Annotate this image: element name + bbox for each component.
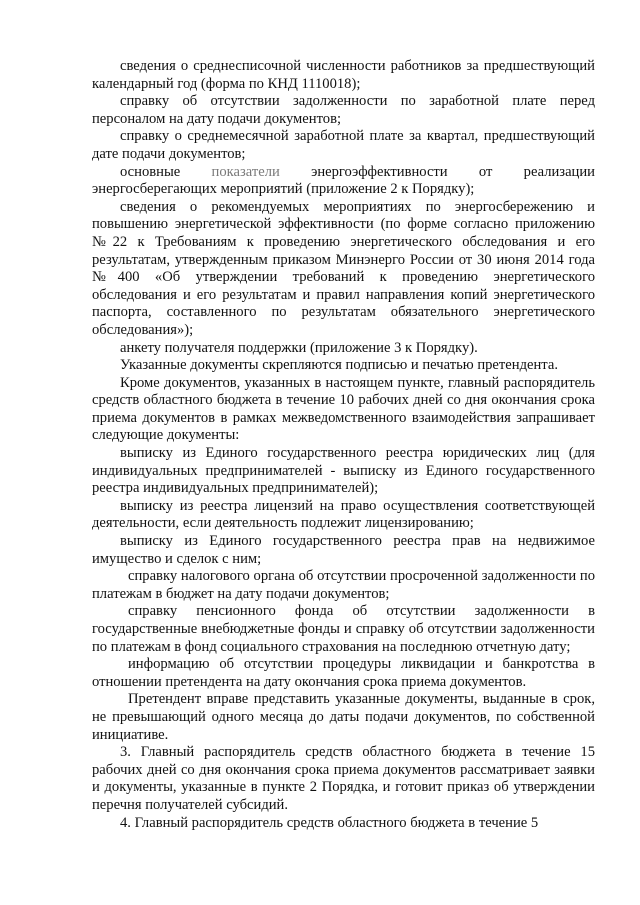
paragraph-recipient-questionnaire: анкету получателя поддержки (приложение 3 к Порядку). [120,339,478,356]
paragraph-wage-debt-certificate: справку об отсутствии задолженности по заработной плате перед персоналом на дату подачи документов; [92,93,595,127]
paragraph-legal-entities-register: выписку из Единого государственного реестра юридических лиц (для индивидуальных предпринимателей - выписку из Единого государственного реестра индивидуальных предпринимателей); [92,445,595,497]
paragraph-average-wage-certificate: справку о среднемесячной заработной плате за квартал, предшествующий дате подачи документов; [92,128,595,162]
paragraph-signature-seal: Указанные документы скрепляются подписью и печатью претендента. [120,357,558,374]
paragraph-clause-4: 4. Главный распорядитель средств областного бюджета в течение 5 [120,814,539,831]
paragraph-tax-certificate: справку налогового органа об отсутствии просроченной задолженности по платежам в бюджет на дату подачи документов; [92,568,595,602]
paragraph-own-initiative: Претендент вправе представить указанные документы, выданные в срок, не превышающий одного месяца до даты подачи документов, по собственной инициативе. [92,691,595,743]
paragraph-pension-fund-certificate: справку пенсионного фонда об отсутствии задолженности в государственные внебюджетные фонды и справку об отсутствии задолженности по платежам в фонд социального страхования на последнюю отчетную дату; [92,603,595,655]
faded-word: показатели [211,163,280,180]
paragraph-real-estate-register: выписку из Единого государственного реестра прав на недвижимое имущество и сделок с ним; [92,533,595,567]
paragraph-energy-indicators-start: основные [120,163,212,180]
paragraph-headcount-info: сведения о среднесписочной численности работников за предшествующий календарный год (форма по КНД 1110018); [92,58,595,92]
paragraph-liquidation-info: информацию об отсутствии процедуры ликвидации и банкротства в отношении претендента на дату окончания срока приема документов. [92,656,595,690]
paragraph-clause-3: 3. Главный распорядитель средств областного бюджета в течение 15 рабочих дней со дня окончания срока приема документов рассматривает заявки и документы, указанные в пункте 2 Порядка, и готовит приказ об утверждении перечня получателей субсидий. [92,744,595,813]
paragraph-energy-indicators [92,164,595,199]
paragraph-energy-indicators-end: энергоэффективности от реализации энергосберегающих мероприятий (приложение 2 к Порядку); [92,163,595,198]
paragraph-license-register: выписку из реестра лицензий на право осуществления соответствующей деятельности, если деятельность подлежит лицензированию; [92,497,595,532]
document-page [92,58,595,832]
paragraph-recommended-measures: сведения о рекомендуемых мероприятиях по энергосбережению и повышению энергетической эффективности (по форме согласно приложению №22 к Требованиям к проведению энергетического обследования и его результатам, утвержденным приказом Минэнерго России от 30 июня 2014 года №400 «Об утверждении требований к проведению энергетического обследования и его результатам и правил направления копий энергетического паспорта, составленного по результатам обязательного энергетического обследования»); [92,198,595,338]
paragraph-interagency-request: Кроме документов, указанных в настоящем пункте, главный распорядитель средств областного бюджета в течение 10 рабочих дней со дня окончания срока приема документов в рамках межведомственного взаимодействия запрашивает следующие документы: [92,374,595,444]
